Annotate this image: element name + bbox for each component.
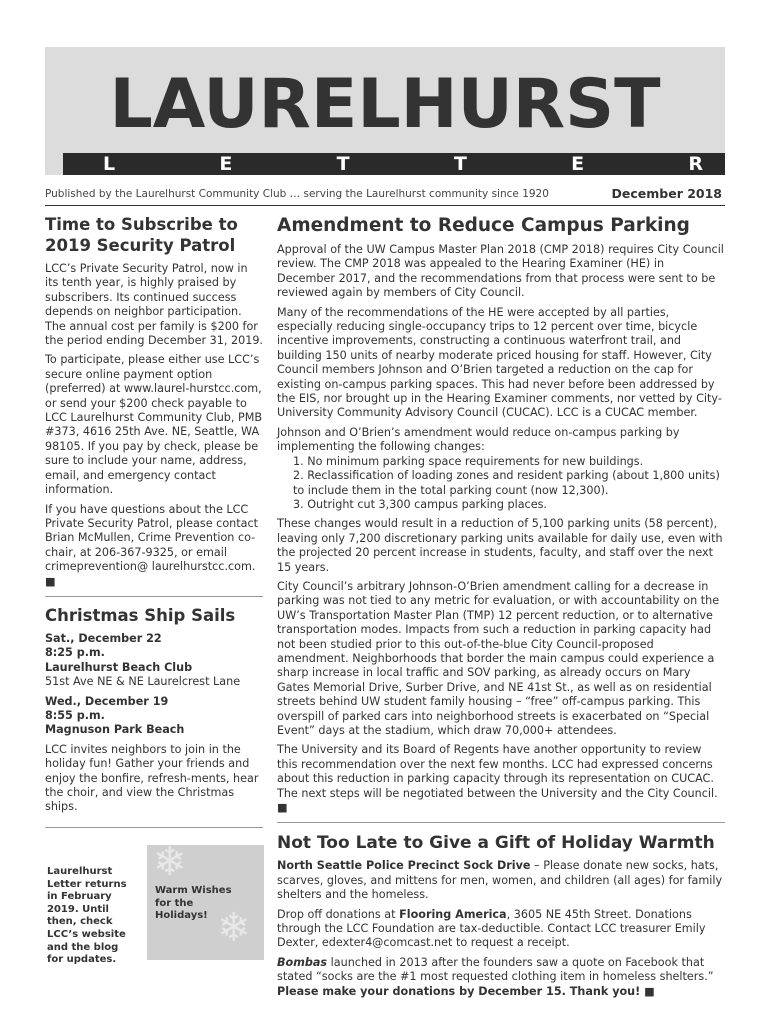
- notice-text: Laurelhurst Letter returns in February 2019. Until then, check LCC’s website and the blog for updates.: [47, 866, 127, 966]
- parking-p6: The University and its Board of Regents have another opportunity to review this recommendation over the next few months. LCC had expressed concerns about this reduction in parking capacity through its representation on CUCAC. The next steps will be negotiated between the University and the City Council. ■: [277, 743, 718, 815]
- ships-event1-time: 8:25 p.m.: [45, 646, 105, 660]
- letter-e: E: [219, 153, 233, 175]
- ships-event2-time: 8:55 p.m.: [45, 708, 105, 722]
- parking-p4: These changes would result in a reduction of 5,100 parking units (58 percent), leaving only 7,200 discretionary parking units available for daily use, even with the projected 20 percent increase in students, faculty, and staff over the next 15 years.: [277, 517, 723, 574]
- ships-event2-date: Wed., December 19: [45, 694, 169, 708]
- right-divider: [277, 822, 725, 823]
- letter-l: L: [103, 153, 116, 175]
- parking-p2: Many of the recommendations of the HE were accepted by all parties, especially reducing single-occupancy trips to 12 percent over time, bicycle incentive improvements, constructing a continuous waterfront trail, and building 150 units of nearby moderate priced housing for staff. However, City Council members Johnson and O’Brien targeted a reduction on the cap for existing on-campus parking spaces. This had never before been addressed by the EIS, nor brought up in the Hearing Examiner comments, nor vetted by City-University Community Advisory Council (CUCAC). LCC is a CUCAC member.: [277, 305, 722, 420]
- gift-p2-c: , 3605 NE 45th Street. Donations through the LCC Foundation are tax-deductible. Contact LCC treasurer Emily Dexter, edexter4@comcast.net to request a receipt.: [277, 907, 706, 950]
- notice-box: [47, 866, 132, 967]
- masthead: [45, 47, 725, 175]
- ships-event1-address: 51st Ave NE & NE Laurelcrest Lane: [45, 675, 241, 689]
- gift-p3-b: launched in 2013 after the founders saw a quote on Facebook that stated “socks are the #1 most requested clothing item in homeless shelters.”: [277, 955, 714, 984]
- left-column: [45, 214, 263, 836]
- snowflake-icon: ❄: [217, 905, 251, 951]
- gift-p3-c: Please make your donations by December 15. Thank you! ■: [277, 984, 655, 998]
- gift-p1-text: – Please donate new socks, hats, scarves, gloves, and mittens for men, women, and children (all ages) for family shelters and the homeless.: [277, 859, 723, 902]
- warm-wishes-text: Warm Wishes for the Holidays!: [155, 885, 232, 922]
- ships-event1-place: Laurelhurst Beach Club: [45, 660, 193, 674]
- parking-p1: Approval of the UW Campus Master Plan 2018 (CMP 2018) requires City Council review. The CMP 2018 was appealed to the Hearing Examiner (HE) in December 2017, and the recommendations from that process were sent to be reviewed again by members of City Council.: [277, 243, 724, 300]
- warm-wishes-box: [147, 839, 264, 960]
- parking-item-3: 3. Outright cut 3,300 campus parking places.: [293, 497, 547, 511]
- ships-event2-place: Magnuson Park Beach: [45, 723, 185, 737]
- ships-event1-date: Sat., December 22: [45, 631, 162, 645]
- letter-r: R: [688, 153, 703, 175]
- left-divider: [45, 596, 263, 597]
- gift-heading: Not Too Late to Give a Gift of Holiday Warmth: [277, 833, 715, 854]
- letter-e: E: [571, 153, 585, 175]
- left-divider-2: [45, 827, 263, 828]
- issue-date: December 2018: [611, 186, 722, 201]
- parking-item-2: 2. Reclassification of loading zones and resident parking (about 1,800 units) to include them in the total parking count (now 12,300).: [293, 469, 720, 497]
- right-column: [277, 214, 725, 999]
- security-p1: LCC’s Private Security Patrol, now in its tenth year, is highly praised by subscribers. Its continued success depends on neighbor participation. The annual cost per family is $200 for the period ending December 31, 2019.: [45, 262, 263, 348]
- parking-item-1: 1. No minimum parking space requirements for new buildings.: [293, 454, 644, 468]
- parking-p3: Johnson and O’Brien’s amendment would reduce on-campus parking by implementing the following changes:: [277, 425, 680, 454]
- header-rule: [45, 205, 725, 206]
- ships-heading: Christmas Ship Sails: [45, 605, 236, 625]
- tagline: Published by the Laurelhurst Community Club … serving the Laurelhurst community since 1920: [45, 188, 549, 200]
- letter-t: T: [453, 153, 467, 175]
- letter-bar: [63, 153, 725, 175]
- gift-p3: [277, 956, 725, 999]
- gift-p2-a: Drop off donations at: [277, 907, 400, 921]
- gift-bombas: Bombas: [277, 955, 328, 969]
- parking-p5: City Council’s arbitrary Johnson-O’Brien amendment calling for a decrease in parking was not tied to any metric for evaluation, or with accountability on the UW’s Transportation Master Plan (TMP) 12 percent reduction, or to alternative transportation modes. Impacts from such a reduction in parking capacity had not been studied prior to this out-of-the-blue City Council-proposed amendment. Neighborhoods that border the main campus could experience a sharp increase in local traffic and SOV parking, as already occurs on Mary Gates Memorial Drive, Surber Drive, and NE 41st St., as well as on residential streets behind UW student family housing – “free” off-campus parking. This overspill of parked cars into neighborhood streets is exacerbated on “Special Event” days at the stadium, which draw 70,000+ attendees.: [277, 579, 720, 737]
- gift-store: Flooring America: [399, 907, 507, 921]
- security-p3: If you have questions about the LCC Private Security Patrol, please contact Brian McMullen, Crime Prevention co-chair, at 206-367-9325, or email crimeprevention@ laurelhurstcc.com. ■: [45, 502, 259, 588]
- letter-t: T: [336, 153, 350, 175]
- snowflake-icon: ❄: [153, 839, 187, 885]
- security-heading: Time to Subscribe to 2019 Security Patrol: [45, 215, 238, 255]
- ships-body: LCC invites neighbors to join in the holiday fun! Gather your friends and enjoy the bonfire, refresh-ments, hear the choir, and view the Christmas ships.: [45, 742, 259, 814]
- masthead-title: LAURELHURST: [109, 65, 661, 144]
- parking-heading: Amendment to Reduce Campus Parking: [277, 215, 690, 236]
- gift-lead: North Seattle Police Precinct Sock Drive: [277, 859, 531, 873]
- security-p2: To participate, please either use LCC’s secure online payment option (preferred) at www.laurel-hurstcc.com, or send your $200 check payable to LCC Laurelhurst Community Club, PMB #373, 4616 25th Ave. NE, Seattle, WA 98105. If you pay by check, please be sure to include your name, address, email, and emergency contact information.: [45, 353, 263, 497]
- gift-p1: [277, 859, 725, 902]
- gift-p2: [277, 908, 725, 951]
